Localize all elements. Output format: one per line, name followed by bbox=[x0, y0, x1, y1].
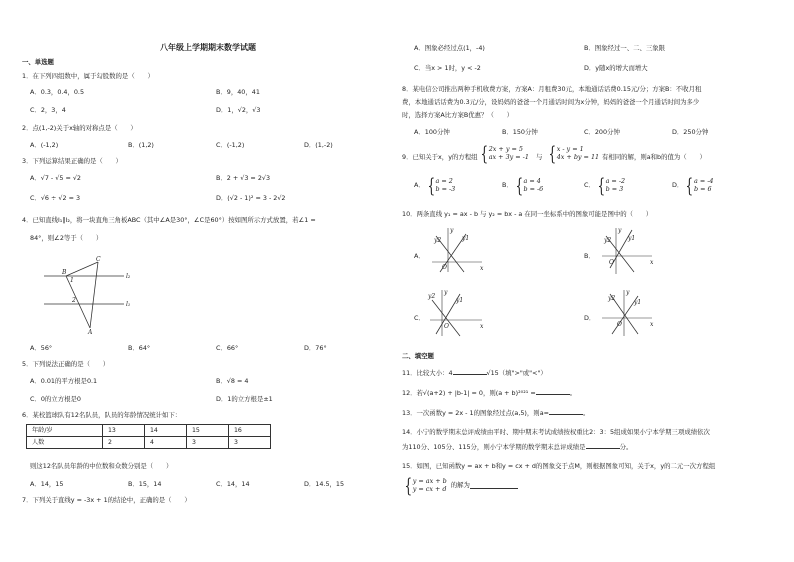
q14-line2-pre: 为110分、105分、115分，则小宁本学期的数学期末总评成绩是 bbox=[402, 443, 586, 451]
line-y1-label: y1 bbox=[462, 235, 470, 242]
q4-option-c: C．66° bbox=[216, 344, 239, 352]
line-y2-label: y2 bbox=[428, 293, 436, 300]
axis-y-label: y bbox=[450, 227, 454, 234]
q7-option-d: D．y随x的增大而增大 bbox=[584, 64, 648, 72]
q4-triangle-figure bbox=[40, 252, 150, 334]
q1-option-a: A．0.3，0.4，0.5 bbox=[30, 88, 85, 96]
q10-stem: 10．两条直线 y₁ = ax - b 与 y₂ = bx - a 在同一坐标系中的图象可能是图中的（ ） bbox=[402, 210, 653, 218]
axis-x-label: x bbox=[480, 323, 484, 330]
q8-option-a: A．100分钟 bbox=[414, 128, 450, 136]
q9-option-a-row1: a = 2 bbox=[435, 177, 453, 185]
q3-option-a: A．√7 - √5 = √2 bbox=[30, 174, 81, 182]
table-cell: 2 bbox=[103, 437, 145, 449]
q12 bbox=[402, 388, 576, 397]
q10-option-d-label: D． bbox=[584, 314, 596, 322]
q12-pre: 12．若√(a+2) + |b-1| = 0，则(a + b)²⁰²¹ = bbox=[402, 389, 536, 397]
section-single-choice: 一、单选题 bbox=[22, 58, 54, 66]
q9-option-a bbox=[414, 173, 456, 197]
q5-stem: 5．下列说法正确的是（ ） bbox=[22, 360, 110, 368]
brace-icon: { bbox=[515, 173, 523, 197]
q11-answer-blank[interactable] bbox=[453, 368, 487, 375]
q9-option-c-label: C． bbox=[584, 181, 595, 189]
q9-system-1-row1: 2x + y = 5 bbox=[488, 145, 523, 153]
q4-label-a: A bbox=[88, 329, 93, 336]
table-cell: 3 bbox=[187, 437, 229, 449]
q12-answer-blank[interactable] bbox=[536, 388, 570, 395]
table-row bbox=[27, 437, 271, 449]
q5-option-c: C．0的立方根是0 bbox=[30, 395, 81, 403]
q9-option-d bbox=[672, 173, 714, 197]
q7-stem: 7．下列关于直线y = -3x + 1的结论中，正确的是（ ） bbox=[22, 496, 191, 504]
q15-line1: 15．如图，已知函数y = ax + b和y = cx + d的图象交于点M，则根据图象可知，关于x，y的二元一次方程组 bbox=[402, 462, 716, 470]
table-cell: 4 bbox=[145, 437, 187, 449]
q15-system bbox=[402, 473, 518, 497]
q1-option-b: B．9，40，41 bbox=[216, 88, 260, 96]
q9-system-2-row2: 4x + by = 11 bbox=[556, 153, 600, 161]
q4-angle-2: 2 bbox=[72, 297, 76, 304]
q15-answer-blank[interactable] bbox=[470, 482, 518, 489]
line-y2-label: y2 bbox=[604, 237, 612, 244]
table-cell: 13 bbox=[103, 425, 145, 437]
q13 bbox=[402, 408, 589, 417]
origin-label: O bbox=[442, 264, 447, 271]
q2-stem: 2．点(1,-2)关于x轴的对称点是（ ） bbox=[22, 124, 137, 132]
q4-stem-line2: 84°，则∠2等于（ ） bbox=[30, 234, 103, 242]
q9-option-c-row2: b = 3 bbox=[605, 185, 624, 193]
origin-label: O bbox=[609, 259, 614, 266]
origin-label: O bbox=[444, 323, 449, 330]
axis-y-label: y bbox=[626, 289, 630, 296]
q15-system-row1: y = ax + b bbox=[412, 477, 447, 485]
q6-age-table bbox=[26, 424, 271, 449]
table-row bbox=[27, 425, 271, 437]
q4-option-d: D．76° bbox=[304, 344, 327, 352]
q13-pre: 13．一次函数y = 2x - 1的图象经过点(a,5)，则a= bbox=[402, 409, 549, 417]
q7-option-a: A．图象必经过点(1，-4) bbox=[414, 44, 485, 52]
line-y1-label: y1 bbox=[634, 299, 642, 306]
section-fill-blank: 二、填空题 bbox=[402, 352, 434, 360]
q9-stem-pre: 9．已知关于x，y的方程组 bbox=[402, 153, 478, 161]
q8-line1: 8．某电信公司推出两种手机收费方案，方案A：月租费30元，本地通话话费0.15元/分；方案B：不收月租 bbox=[402, 85, 702, 93]
q2-option-d: D．(1,-2) bbox=[304, 141, 333, 149]
q9-option-d-label: D． bbox=[672, 181, 684, 189]
q11-pre: 11．比较大小：4 bbox=[402, 369, 453, 377]
q4-stem-line1: 4．已知直线l₁∥l₂，将一块直角三角板ABC（其中∠A是30°，∠C是60°）按如图所示方式放置，若∠1 = bbox=[22, 216, 316, 224]
line-y1-label: y1 bbox=[456, 297, 464, 304]
q4-line-l2: l₂ bbox=[126, 273, 131, 280]
q10-graph-a bbox=[426, 226, 486, 276]
q2-option-c: C．(-1,2) bbox=[216, 141, 245, 149]
q7-option-b: B．图象经过一、二、三象限 bbox=[584, 44, 666, 52]
table-cell: 3 bbox=[229, 437, 271, 449]
q9-stem-and: 与 bbox=[536, 153, 543, 161]
q9-option-b-label: B． bbox=[502, 181, 513, 189]
q9-option-b bbox=[502, 173, 544, 197]
q15-system-row2: y = cx + d bbox=[412, 485, 447, 493]
q1-stem: 1．在下列四组数中，属于勾股数的是（ ） bbox=[22, 72, 154, 80]
q14-line2 bbox=[402, 442, 632, 451]
q8-line3: 时，选择方案A比方案B优惠？（ ） bbox=[402, 111, 514, 119]
q6-question: 则这12名队员年龄的中位数和众数分别是（ ） bbox=[30, 462, 173, 470]
q9-option-d-row1: a = -4 bbox=[694, 177, 714, 185]
axis-y-label: y bbox=[618, 227, 622, 234]
q14-answer-blank[interactable] bbox=[586, 442, 620, 449]
q9-option-c bbox=[584, 173, 626, 197]
q5-option-b: B．√8 = 4 bbox=[216, 377, 249, 385]
q10-graph-d bbox=[598, 288, 658, 338]
q12-post: 。 bbox=[569, 389, 577, 397]
table-cell: 人数 bbox=[27, 437, 103, 449]
q10-option-b-label: B． bbox=[584, 252, 595, 260]
q3-option-c: C．√6 ÷ √2 = 3 bbox=[30, 194, 81, 202]
q13-post: 。 bbox=[582, 409, 590, 417]
q8-option-c: C．200分钟 bbox=[584, 128, 620, 136]
q15-post: 的解为 bbox=[450, 481, 470, 489]
q7-option-c: C．当x > 1时，y < -2 bbox=[414, 64, 481, 72]
brace-icon: { bbox=[548, 141, 557, 165]
q9-system-1 bbox=[478, 141, 529, 165]
q11-post: √15（填">"或"<"） bbox=[486, 369, 547, 377]
table-cell: 14 bbox=[145, 425, 187, 437]
q6-option-a: A．14，15 bbox=[30, 480, 64, 488]
line-y2-label: y2 bbox=[608, 295, 616, 302]
origin-label: O bbox=[617, 321, 622, 328]
q4-option-b: B．64° bbox=[128, 344, 151, 352]
axis-x-label: x bbox=[650, 259, 654, 266]
q10-option-a-label: A． bbox=[414, 252, 425, 260]
q10-option-c-label: C． bbox=[414, 314, 425, 322]
brace-icon: { bbox=[427, 173, 435, 197]
q5-option-a: A．0.01的平方根是0.1 bbox=[30, 377, 98, 385]
q3-option-d: D．(√2 - 1)² = 3 - 2√2 bbox=[216, 194, 286, 202]
q4-label-c: C bbox=[96, 256, 101, 263]
q10-graph-c bbox=[426, 288, 486, 338]
line-y1-label: y1 bbox=[628, 235, 636, 242]
q4-label-b: B bbox=[62, 269, 67, 276]
q3-option-b: B．2 + √3 = 2√3 bbox=[216, 174, 271, 182]
q9-option-b-row2: b = -6 bbox=[523, 185, 544, 193]
q6-option-c: C．14，14 bbox=[216, 480, 250, 488]
table-cell: 年龄/岁 bbox=[27, 425, 103, 437]
axis-y-label: y bbox=[444, 289, 448, 296]
line-y2-label: y2 bbox=[434, 237, 442, 244]
q10-graph-b bbox=[598, 226, 658, 276]
q4-line-l1: l₁ bbox=[126, 301, 131, 308]
axis-x-label: x bbox=[480, 265, 484, 272]
q3-stem: 3．下列运算结果正确的是（ ） bbox=[22, 157, 122, 165]
q8-option-b: B．150分钟 bbox=[502, 128, 538, 136]
axis-x-label: x bbox=[650, 321, 654, 328]
q2-option-b: B．(1,2) bbox=[128, 141, 154, 149]
q6-option-d: D．14.5，15 bbox=[304, 480, 345, 488]
q1-option-d: D．1，√2，√3 bbox=[216, 106, 261, 114]
q5-option-d: D．1的立方根是±1 bbox=[216, 395, 273, 403]
q9-option-c-row1: a = -2 bbox=[605, 177, 626, 185]
q9-option-a-row2: b = -3 bbox=[435, 185, 456, 193]
q8-line2: 费，本地通话话费为0.3元/分，设妈妈的爸爸一个月通话时间为x分钟，妈妈的爸爸一个月通话时间为多少 bbox=[402, 98, 700, 106]
q9-system-1-row2: ax + 3y = -1 bbox=[488, 153, 529, 161]
q9-option-d-row2: b = 6 bbox=[694, 185, 712, 193]
q4-angle-1: 1 bbox=[70, 277, 74, 284]
q11 bbox=[402, 368, 547, 377]
q9-stem-post: 有相同的解，则a和b的值为（ ） bbox=[602, 153, 706, 161]
brace-icon: { bbox=[685, 173, 694, 197]
brace-icon: { bbox=[480, 141, 489, 165]
page-title: 八年级上学期期末数学试题 bbox=[160, 43, 256, 52]
q8-option-d: D．250分钟 bbox=[672, 128, 709, 136]
q4-option-a: A．56° bbox=[30, 344, 53, 352]
q9-system-2 bbox=[546, 141, 600, 165]
q13-answer-blank[interactable] bbox=[549, 408, 583, 415]
brace-icon: { bbox=[597, 173, 606, 197]
brace-icon: { bbox=[404, 473, 413, 497]
q14-line2-post: 分。 bbox=[619, 443, 633, 451]
q14-line1: 14．小宁的数学期末总评成绩由平时、期中期末考试成绩按权重比2：3：5组成如果小宁本学期三项成绩依次 bbox=[402, 428, 710, 436]
table-cell: 15 bbox=[187, 425, 229, 437]
q6-option-b: B．15，14 bbox=[128, 480, 162, 488]
q9-option-a-label: A． bbox=[414, 181, 425, 189]
table-cell: 16 bbox=[229, 425, 271, 437]
q1-option-c: C．2，3，4 bbox=[30, 106, 66, 114]
q6-stem: 6．某校篮球队有12名队员，队员的年龄情况统计如下： bbox=[22, 411, 182, 419]
q9-system-2-row1: x - y = 1 bbox=[556, 145, 584, 153]
q2-option-a: A．(-1,2) bbox=[30, 141, 59, 149]
q9-option-b-row1: a = 4 bbox=[523, 177, 541, 185]
